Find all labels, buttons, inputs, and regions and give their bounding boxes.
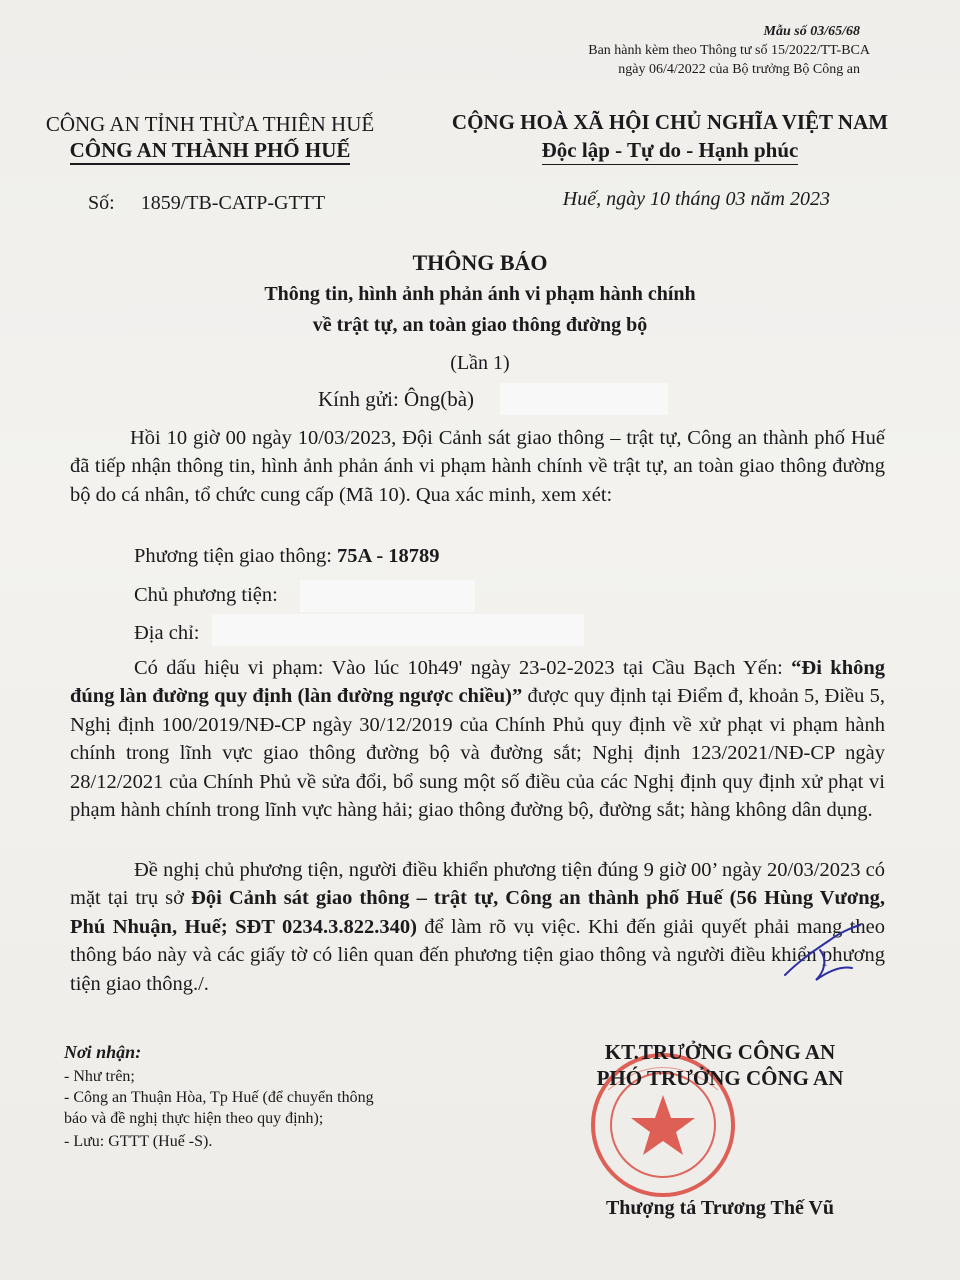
national-motto: Độc lập - Tự do - Hạnh phúc xyxy=(420,138,920,163)
attempt-number: (Lần 1) xyxy=(450,352,510,374)
redacted-address xyxy=(212,614,584,646)
form-issued-date: ngày 06/4/2022 của Bộ trưởng Bộ Công an xyxy=(618,62,860,77)
signer-name: Thượng tá Trương Thế Vũ xyxy=(605,1197,835,1219)
sub-agency-name: CÔNG AN THÀNH PHỐ HUẾ xyxy=(30,138,390,163)
address-field: Địa chỉ: xyxy=(134,622,200,644)
recipients-item: báo và đề nghị thực hiện theo quy định); xyxy=(64,1110,324,1127)
recipient-line: Kính gửi: Ông(bà) xyxy=(318,387,475,411)
document-number-value: 1859/TB-CATP-GTTT xyxy=(140,192,326,214)
form-issued-line: Ban hành kèm theo Thông tư số 15/2022/TT-BCA xyxy=(588,43,870,58)
signature-title-line1: KT.TRƯỞNG CÔNG AN xyxy=(604,1040,836,1064)
recipients-item: - Như trên; xyxy=(64,1068,135,1085)
country-name: CỘNG HOÀ XÃ HỘI CHỦ NGHĨA VIỆT NAM xyxy=(451,110,889,134)
document-number xyxy=(88,192,325,215)
document-subtitle-line1: Thông tin, hình ảnh phản ánh vi phạm hành chính xyxy=(264,283,696,305)
redacted-recipient-name xyxy=(500,383,668,415)
violation-paragraph: Có dấu hiệu vi phạm: Vào lúc 10h49' ngày 23-02-2023 tại Cầu Bạch Yến: “Đi không đúng làn đường quy định (làn đường ngược chiều)” được quy định tại Điểm đ, khoản 5, Điều 5, Nghị định 100/2019/NĐ-CP ngày 30/12/2019 của Chính Phủ quy định về xử phạt vi phạm hành chính trong lĩnh vực giao thông đường bộ và đường sắt; Nghị định 123/2021/NĐ-CP ngày 28/12/2021 của Chính Phủ về sửa đổi, bổ sung một số điều của các Nghị định quy định xử phạt vi phạm hành chính trong lĩnh vực hàng hải; giao thông đường bộ, đường sắt; hàng không dân dụng. xyxy=(70,657,885,822)
recipients-item: - Lưu: GTTT (Huế -S). xyxy=(64,1133,213,1150)
vehicle-field xyxy=(134,545,440,568)
redacted-owner xyxy=(300,580,475,612)
recipients-item: - Công an Thuận Hòa, Tp Huế (để chuyển thông xyxy=(64,1089,374,1106)
place-date: Huế, ngày 10 tháng 03 năm 2023 xyxy=(562,188,830,210)
vehicle-label: Phương tiện giao thông: xyxy=(134,545,332,567)
agency-name: CÔNG AN TỈNH THỪA THIÊN HUẾ xyxy=(45,112,375,136)
handwritten-signature xyxy=(780,920,870,990)
document-subtitle-line2: về trật tự, an toàn giao thông đường bộ xyxy=(312,314,648,336)
recipients-label: Nơi nhận: xyxy=(64,1042,142,1062)
office-address: Đội Cảnh sát giao thông – trật tự, Công an thành phố Huế (56 Hùng Vương, Phú Nhuận, Huế; SĐT 0234.3.822.340) xyxy=(70,887,885,938)
violation-description: “Đi không đúng làn đường quy định (làn đường ngược chiều)” xyxy=(70,657,885,708)
vehicle-plate: 75A - 18789 xyxy=(337,545,440,567)
document-number-label: Số: xyxy=(88,192,115,214)
signature-title-line2: PHÓ TRƯỞNG CÔNG AN xyxy=(596,1066,844,1090)
owner-field: Chủ phương tiện: xyxy=(134,584,278,606)
intro-paragraph: Hồi 10 giờ 00 ngày 10/03/2023, Đội Cảnh sát giao thông – trật tự, Công an thành phố Huế đã tiếp nhận thông tin, hình ảnh phản ánh vi phạm hành chính về trật tự, an toàn giao thông đường bộ do cá nhân, tổ chức cung cấp (Mã 10). Qua xác minh, xem xét: xyxy=(70,427,885,506)
request-paragraph: Đề nghị chủ phương tiện, người điều khiển phương tiện đúng 9 giờ 00’ ngày 20/03/2023 có mặt tại trụ sở Đội Cảnh sát giao thông – trật tự, Công an thành phố Huế (56 Hùng Vương, Phú Nhuận, Huế; SĐT 0234.3.822.340) để làm rõ vụ việc. Khi đến giải quyết phải mang theo thông báo này và các giấy tờ có liên quan đến phương tiện giao thông và người điều khiển phương tiện giao thông./. xyxy=(70,859,885,995)
form-number: Mẫu số 03/65/68 xyxy=(763,24,860,39)
document-title: THÔNG BÁO xyxy=(412,250,548,275)
